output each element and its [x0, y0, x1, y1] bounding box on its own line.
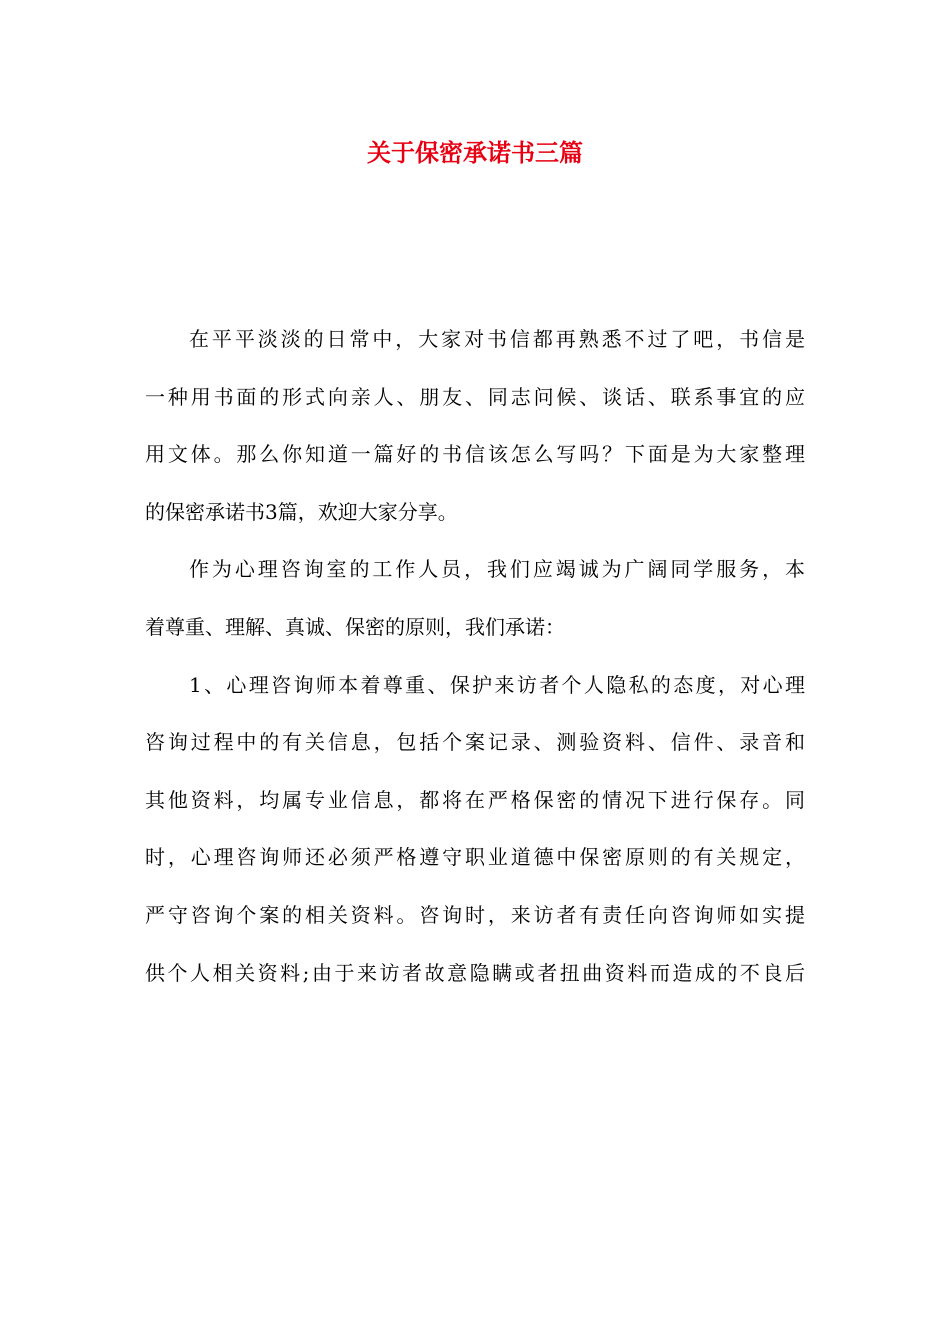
- text-line: 在平平淡淡的日常中，大家对书信都再熟悉不过了吧，书信是: [189, 327, 805, 351]
- text-line: 咨询过程中的有关信息，包括个案记录、测验资料、信件、录音和: [145, 730, 805, 755]
- document-body: [145, 319, 805, 1010]
- text-line: 1、心理咨询师本着尊重、保护来访者个人隐私的态度，对心理: [189, 672, 805, 697]
- text-line: 一种用书面的形式向亲人、朋友、同志问候、谈话、联系事宜的应: [145, 384, 805, 409]
- text-line: 其他资料，均属专业信息，都将在严格保密的情况下进行保存。同: [145, 787, 805, 812]
- text-line: 用文体。那么你知道一篇好的书信该怎么写吗？下面是为大家整理: [145, 442, 805, 467]
- text-line: 着尊重、理解、真诚、保密的原则，我们承诺：: [145, 614, 565, 639]
- text-line: 时，心理咨询师还必须严格遵守职业道德中保密原则的有关规定，: [145, 845, 805, 870]
- text-line: 的保密承诺书3篇，欢迎大家分享。: [145, 499, 458, 524]
- text-line: 严守咨询个案的相关资料。咨询时，来访者有责任向咨询师如实提: [145, 902, 805, 927]
- document-title: 关于保密承诺书三篇: [367, 138, 583, 167]
- text-line: 作为心理咨询室的工作人员，我们应竭诚为广阔同学服务，本: [189, 557, 805, 582]
- text-line: 供个人相关资料;由于来访者故意隐瞒或者扭曲资料而造成的不良后: [145, 960, 805, 985]
